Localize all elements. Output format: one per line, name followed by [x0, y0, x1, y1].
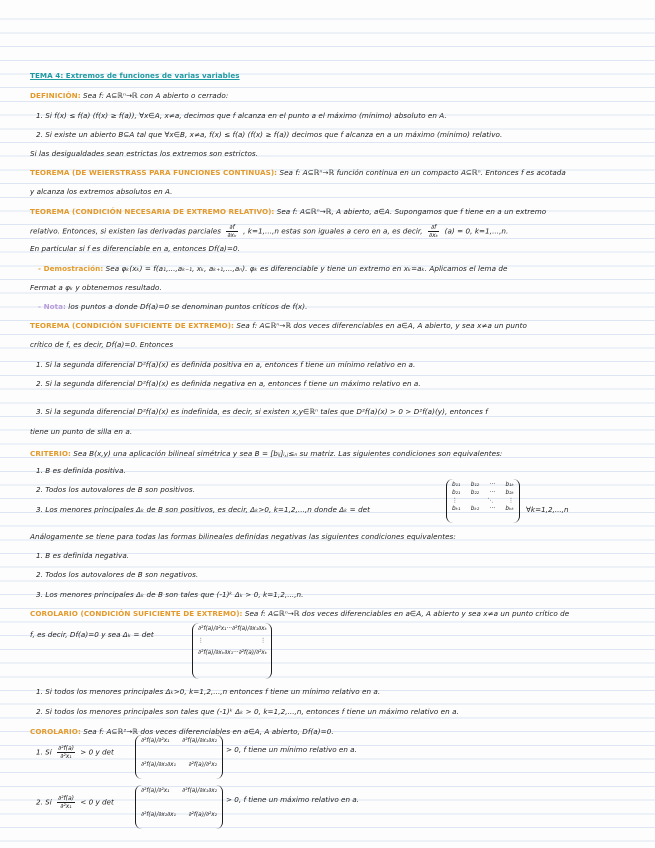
necessary-text-2	[30, 224, 508, 239]
sufficient-item-3b: tiene un punto de silla en a.	[30, 427, 133, 436]
corollary-2-text-1: Sea f: A⊆ℝ²→ℝ dos veces diferenciables en a∈A, A abierto, Df(a)=0.	[83, 727, 334, 736]
matrix-row	[452, 505, 514, 513]
fraction-denominator: ∂²x₁	[60, 803, 72, 810]
matrix-cell: ∂²f(a)/∂x₁∂x₂	[182, 738, 217, 744]
corollary-2-item-1-post: > 0, f tiene un mínimo relativo en a.	[226, 745, 357, 754]
definition-item-1: 1. Si f(x) ≤ f(a) (f(x) ≥ f(a)), ∀x∈A, x≠a, decimos que f alcanza en el punto a el máximo (mínimo) absoluto en A.	[36, 111, 447, 120]
negative-item-3: 3. Los menores principales Δₖ de B son tales que (-1)ᵏ Δₖ > 0, k=1,2,...,n.	[36, 590, 304, 599]
second-derivative-fraction	[57, 795, 75, 810]
definition-intro	[30, 91, 228, 100]
corollary-1-text-1: Sea f: A⊆ℝⁿ→ℝ dos veces diferenciables en a∈A, A abierto y sea x≠a un punto crítico de	[244, 609, 570, 618]
corollary-1-item-1: 1. Si todos los menores principales Δₖ>0, k=1,2,...,n entonces f tiene un mínimo relativo en a.	[36, 687, 381, 696]
corollary-2-item-2-post: > 0, f tiene un máximo relativo en a.	[226, 795, 359, 804]
fraction-numerator: ∂²f(a)	[58, 795, 74, 802]
sufficient-text-1: Sea f: A⊆ℝⁿ→ℝ dos veces diferenciables en a∈A, A abierto, y sea x≠a un punto	[236, 321, 527, 330]
demonstration-text-2: Fermat a φₖ y obtenemos resultado.	[30, 283, 162, 292]
matrix-cell: ∂²f(a)/∂²x₂	[188, 812, 217, 818]
matrix-cell: ⋮	[260, 638, 266, 644]
matrix-cell: ···	[226, 626, 232, 632]
matrix-cell: b₁₁	[452, 482, 461, 488]
minor-matrix	[446, 479, 520, 523]
matrix-row	[141, 787, 217, 795]
matrix-cell: ⋮	[452, 498, 458, 504]
sufficient-condition-theorem	[30, 321, 527, 330]
partial-fraction-2	[428, 224, 439, 239]
necessary-label: TEOREMA (CONDICIÓN NECESARIA DE EXTREMO RELATIVO):	[30, 207, 275, 216]
matrix-row	[141, 737, 217, 745]
matrix-cell: ···	[489, 482, 496, 488]
item-prefix: 2. Si	[36, 797, 52, 807]
matrix-cell: bₖₖ	[505, 506, 514, 512]
matrix-cell: b₁₂	[470, 482, 480, 488]
criterion-item-1: 1. B es definida positiva.	[36, 466, 126, 475]
corollary-1-item-2: 2. Si todos los menores principales son tales que (-1)ᵏ Δₖ > 0, k=1,2,...,n, entonces f tiene un máximo relativo en a.	[36, 707, 459, 716]
matrix-cell: ∂²f(a)/∂x₂∂x₁	[141, 762, 176, 768]
criterion-item-3: 3. Los menores principales Δₖ de B son positivos, es decir, Δₖ>0, k=1,2,...,n donde Δₖ = det	[36, 505, 371, 514]
necessary-text-2b: , k=1,...,n estas son iguales a cero en a, es decir,	[243, 226, 423, 236]
necessary-text-3: En particular si f es diferenciable en a, entonces Df(a)=0.	[30, 244, 240, 253]
matrix-cell: ∂²f(a)/∂²x₁	[141, 788, 170, 794]
second-derivative-fraction	[57, 745, 75, 760]
matrix-cell: bₖ₁	[452, 506, 461, 512]
matrix-row	[198, 649, 266, 657]
matrix-cell: ⋱	[487, 498, 494, 504]
matrix-cell: b₂ₖ	[505, 490, 514, 496]
necessary-text-2c: (a) = 0, k=1,...,n.	[444, 226, 509, 236]
necessary-text-2a: relativo. Entonces, si existen las derivadas parciales	[30, 226, 222, 236]
criterion-text-1: Sea B(x,y) una aplicación bilineal simétrica y sea B = [bᵢⱼ]ᵢ,ⱼ≤ₙ su matriz. Las siguientes condiciones son equivalentes:	[73, 449, 503, 458]
matrix-row	[452, 489, 514, 497]
item-middle: < 0 y det	[80, 797, 114, 807]
matrix-row	[452, 497, 514, 505]
sufficient-item-3: 3. Si la segunda diferencial D²f(a)(x) es indefinida, es decir, si existen x,y∈ℝⁿ tales que D²f(a)(x) > 0 > D²f(a)(y), entonces f	[36, 407, 488, 416]
matrix-cell: ···	[489, 490, 496, 496]
fraction-numerator: ∂f	[428, 224, 439, 232]
analog-statement: Análogamente se tiene para todas las formas bilineales definidas negativas las siguientes condiciones equivalentes:	[30, 532, 456, 541]
corollary-1	[30, 609, 569, 618]
item-prefix: 1. Si	[36, 747, 52, 757]
matrix-cell: ∂²f(a)/∂²x₁	[141, 738, 170, 744]
definition-label: DEFINICIÓN:	[30, 91, 81, 100]
weierstrass-theorem	[30, 168, 566, 177]
matrix-cell: ∂²f(a)/∂x₁∂x₂	[182, 788, 217, 794]
necessary-text-1: Sea f: A⊆ℝⁿ→ℝ, A abierto, a∈A. Supongamos que f tiene en a un extremo	[276, 207, 547, 216]
matrix-cell: ···	[233, 650, 239, 656]
note	[38, 302, 307, 311]
topic-title-text: TEMA 4: Extremos de funciones de varias variables	[30, 71, 240, 80]
criterion-item-2: 2. Todos los autovalores de B son positivos.	[36, 485, 195, 494]
matrix-cell: b₂₁	[452, 490, 461, 496]
matrix-cell: ⋮	[198, 638, 204, 644]
criterion-item-3-tail: ∀k=1,2,...,n	[526, 505, 569, 514]
definition-text: Sea f: A⊆ℝⁿ→ℝ con A abierto o cerrado:	[83, 91, 229, 100]
matrix-cell: ∂²f(a)/∂²x₂	[188, 762, 217, 768]
corollary-2-item-2	[36, 795, 114, 810]
sufficient-item-2: 2. Si la segunda diferencial D²f(a)(x) es definida negativa en a, entonces f tiene un máximo relativo en a.	[36, 379, 421, 388]
fraction-denominator: ∂xₖ	[428, 232, 439, 239]
corollary-1-text-2: f, es decir, Df(a)=0 y sea Δₖ = det	[30, 630, 154, 639]
demonstration-label: - Demostración:	[38, 264, 104, 273]
necessary-condition-theorem	[30, 207, 546, 216]
matrix-cell: b₂₂	[470, 490, 480, 496]
item-middle: > 0 y det	[80, 747, 114, 757]
topic-title	[30, 71, 240, 80]
matrix-cell: ∂²f(a)/∂xₖ∂x₁	[198, 650, 234, 656]
weierstrass-text-1: Sea f: A⊆ℝⁿ→ℝ función continua en un compacto A⊆ℝⁿ. Entonces f es acotada	[279, 168, 566, 177]
hessian-2x2-matrix-2	[135, 785, 223, 829]
fraction-numerator: ∂f	[226, 224, 237, 232]
sufficient-label: TEOREMA (CONDICIÓN SUFICIENTE DE EXTREMO):	[30, 321, 234, 330]
partial-fraction-1	[226, 224, 237, 239]
criterion	[30, 449, 502, 458]
matrix-row	[141, 811, 217, 819]
matrix-cell: ∂²f(a)/∂²x₁	[198, 626, 227, 632]
sufficient-text-2: crítico de f, es decir, Df(a)=0. Entonces	[30, 340, 174, 349]
demonstration	[38, 264, 507, 273]
definition-item-2: 2. Si existe un abierto B⊆A tal que ∀x∈B, x≠a, f(x) ≤ f(a) (f(x) ≥ f(a)) decimos que f alcanza en a un máximo (mínimo) relativo.	[36, 130, 503, 139]
negative-item-2: 2. Todos los autovalores de B son negativos.	[36, 570, 199, 579]
matrix-row	[198, 637, 266, 645]
matrix-cell: ···	[489, 506, 496, 512]
weierstrass-text-2: y alcanza los extremos absolutos en A.	[30, 187, 173, 196]
criterion-label: CRITERIO:	[30, 449, 71, 458]
fraction-denominator: ∂²x₁	[60, 753, 72, 760]
hessian-2x2-matrix-1	[135, 735, 223, 779]
hessian-matrix	[192, 623, 272, 679]
matrix-cell: ∂²f(a)/∂x₁∂xₖ	[232, 626, 268, 632]
matrix-row	[198, 625, 266, 633]
fraction-numerator: ∂²f(a)	[58, 745, 74, 752]
corollary-1-label: COROLARIO (CONDICIÓN SUFICIENTE DE EXTREMO):	[30, 609, 243, 618]
demonstration-text-1: Sea φₖ(xₖ) = f(a₁,...,aₖ₋₁, xₖ, aₖ₊₁,...,aₙ). φₖ es diferenciable y tiene un extremo en xₖ=aₖ. Aplicamos el lema de	[105, 264, 508, 273]
note-text: los puntos a donde Df(a)=0 se denominan puntos críticos de f(x).	[68, 302, 308, 311]
corollary-2-item-1	[36, 745, 114, 760]
note-label: - Nota:	[38, 302, 66, 311]
fraction-denominator: ∂xₖ	[227, 232, 237, 239]
matrix-cell: bₖ₂	[470, 506, 480, 512]
weierstrass-label: TEOREMA (DE WEIERSTRASS PARA FUNCIONES CONTINUAS):	[30, 168, 278, 177]
matrix-cell: ∂²f(a)/∂²xₖ	[238, 650, 268, 656]
matrix-row	[141, 761, 217, 769]
matrix-cell: ⋮	[508, 498, 514, 504]
definition-note: Si las desigualdades sean estrictas los extremos son estrictos.	[30, 149, 259, 158]
matrix-row	[452, 481, 514, 489]
sufficient-item-1: 1. Si la segunda diferencial D²f(a)(x) es definida positiva en a, entonces f tiene un mínimo relativo en a.	[36, 360, 416, 369]
matrix-cell: ∂²f(a)/∂x₂∂x₁	[141, 812, 176, 818]
corollary-2-label: COROLARIO:	[30, 727, 81, 736]
negative-item-1: 1. B es definida negativa.	[36, 551, 130, 560]
matrix-cell: b₁ₖ	[505, 482, 514, 488]
